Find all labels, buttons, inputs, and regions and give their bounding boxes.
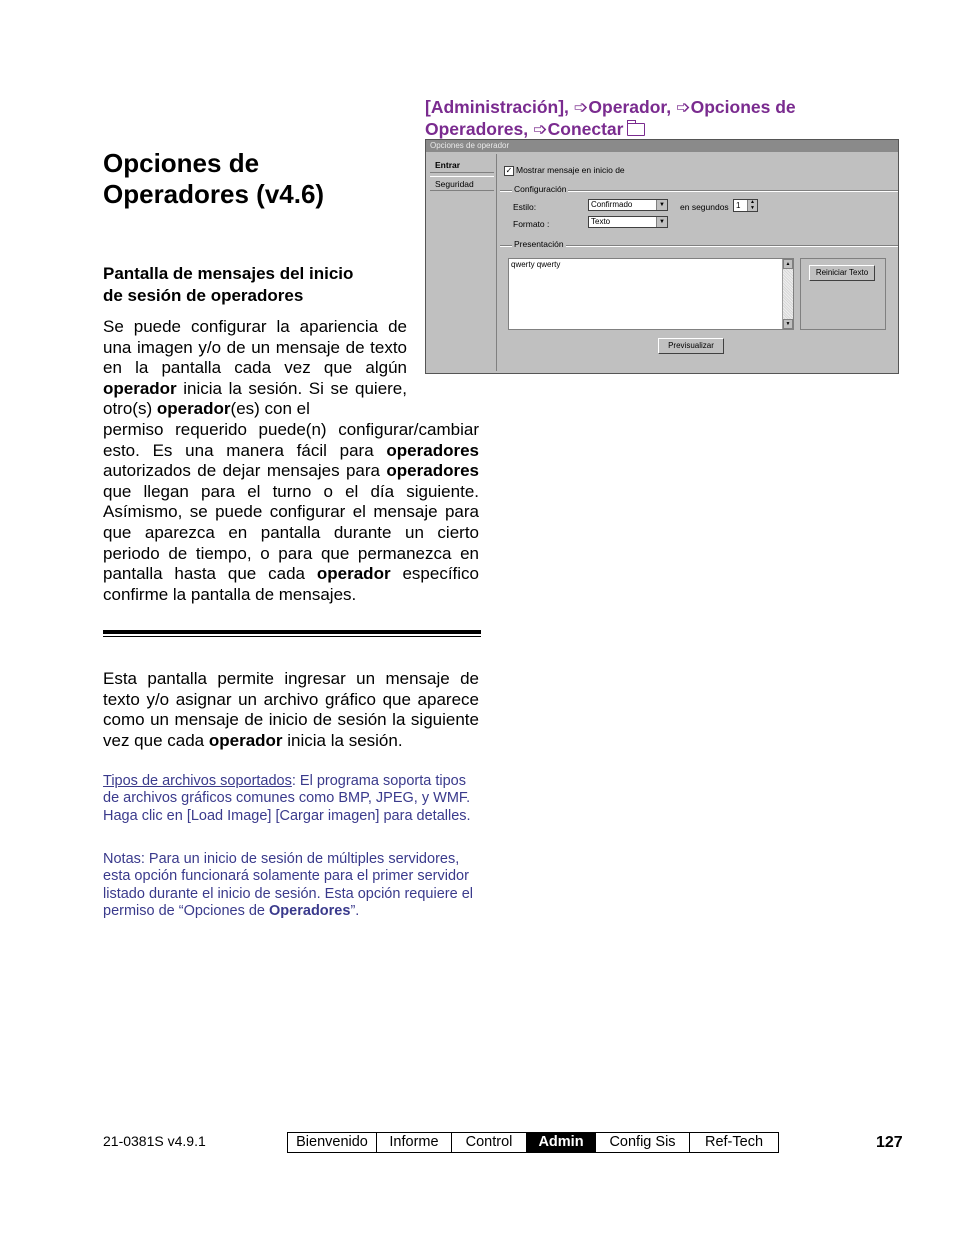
page-number: 127 — [876, 1134, 903, 1151]
tab-admin[interactable]: Admin — [527, 1133, 596, 1152]
bold-term: operador — [316, 564, 391, 584]
formato-select[interactable] — [588, 216, 668, 228]
message-text: qwerty qwerty — [511, 260, 561, 269]
formato-label: Formato : — [513, 219, 550, 229]
seconds-value: 1 — [736, 201, 741, 210]
formato-value: Texto — [591, 217, 611, 226]
estilo-value: Confirmado — [591, 200, 633, 209]
breadcrumb — [425, 96, 865, 140]
intro-paragraph-top — [103, 317, 407, 420]
operator-options-dialog — [425, 139, 899, 374]
tip-text: : El programa soporta tipos de archivos gráficos comunes como BMP, JPEG, y WMF. Haga clic en [Load Image] [Cargar imagen] para detalles. — [103, 773, 471, 824]
bold-term: Operadores — [269, 902, 351, 919]
divider-thick — [103, 630, 481, 634]
breadcrumb-line-1: [Administración], ➩Operador, ➩Opciones de — [425, 97, 796, 117]
button-panel — [800, 258, 886, 330]
page-title — [103, 148, 403, 210]
estilo-label: Estilo: — [513, 202, 537, 212]
text-run: Se puede configurar la apariencia de una imagen y/o de un mensaje de texto en la pantalla cada vez que algún — [103, 317, 407, 378]
reset-text-button[interactable]: Reiniciar Texto — [809, 265, 875, 281]
seconds-spinner[interactable] — [733, 199, 758, 212]
bold-term: operadores — [386, 461, 479, 481]
dialog-nav — [428, 154, 497, 371]
nav-item-seguridad[interactable]: Seguridad — [430, 176, 494, 191]
tab-config-sis[interactable]: Config Sis — [596, 1133, 690, 1152]
seconds-label: en segundos — [680, 202, 729, 212]
notes-end: ”. — [350, 902, 360, 919]
preview-button[interactable]: Previsualizar — [658, 338, 724, 354]
screen-description-paragraph — [103, 669, 479, 751]
supported-files-link[interactable]: Tipos de archivos soportados — [103, 773, 292, 789]
bold-term: operadores — [386, 440, 479, 460]
tab-bienvenido[interactable]: Bienvenido — [288, 1133, 377, 1152]
tab-control[interactable]: Control — [452, 1133, 527, 1152]
scroll-down-icon[interactable]: ▼ — [783, 319, 793, 329]
text-run: específico confirme la pantalla de mensajes. — [103, 564, 479, 604]
message-textarea[interactable] — [508, 258, 794, 330]
divider-thin — [103, 636, 481, 637]
scroll-up-icon[interactable]: ▲ — [783, 259, 793, 269]
text-run: autorizados de dejar mensajes para — [103, 461, 387, 481]
dialog-content — [498, 154, 896, 371]
bold-term: operador — [156, 399, 231, 419]
folder-icon — [627, 123, 645, 136]
notes — [103, 851, 473, 920]
breadcrumb-line-2-text: Operadores, ➩Conectar — [425, 119, 624, 139]
text-run: (es) con el — [230, 399, 310, 419]
text-run: que llegan para el turno o el día siguiente. Asímismo, se puede configurar el mensaje para que aparezca en pantalla durante un cierto periodo de tiempo, o para que permanezca en pantalla hasta que cada — [103, 481, 479, 584]
notes-text: Notas: Para un inicio de sesión de múltiples servidores, esta opción funcionará solamente para el primer servidor listado durante el inicio de sesión. Esta opción requiere el permiso de “Opciones de — [103, 851, 473, 919]
presentation-group-label: Presentación — [514, 239, 564, 249]
message-scrollbar[interactable] — [782, 259, 793, 329]
show-message-checkbox[interactable]: ✓ — [505, 166, 513, 175]
footer-tabs — [287, 1132, 779, 1153]
chevron-down-icon: ▼ — [656, 217, 667, 227]
page-title-line-2: Operadores (v4.6) — [103, 179, 325, 209]
bold-term: operador — [208, 730, 283, 750]
config-group-label: Configuración — [514, 184, 567, 194]
bold-term: operador — [103, 378, 177, 398]
subtitle-line-2: de sesión de operadores — [103, 286, 304, 305]
subtitle-line-1: Pantalla de mensajes del inicio — [103, 264, 354, 283]
page-title-line-1: Opciones de — [103, 148, 260, 178]
text-run: Esta pantalla permite ingresar un mensaje de texto y/o asignar un archivo gráfico que aparece como un mensaje de inicio de sesión la siguiente vez que cada — [103, 669, 479, 750]
text-run: inicia la sesión. — [282, 730, 403, 750]
tab-informe[interactable]: Informe — [377, 1133, 452, 1152]
section-subtitle — [103, 263, 423, 307]
text-run: inicia la sesión. Si se quiere, otro(s) — [103, 378, 407, 419]
chevron-down-icon: ▼ — [656, 200, 667, 210]
spinner-arrows-icon[interactable]: ▲ ▼ — [747, 200, 757, 211]
text-run: permiso requerido puede(n) configurar/cambiar esto. Es una manera fácil para — [103, 420, 479, 460]
breadcrumb-line-2 — [425, 118, 865, 140]
dialog-title: Opciones de operador — [426, 140, 898, 152]
show-message-label: Mostrar mensaje en inicio de — [516, 165, 625, 175]
document-number: 21-0381S v4.9.1 — [103, 1133, 206, 1149]
nav-item-entrar[interactable]: Entrar — [430, 158, 494, 173]
intro-paragraph-bottom — [103, 420, 479, 605]
supported-files-tip — [103, 773, 473, 825]
estilo-select[interactable] — [588, 199, 668, 211]
tab-ref-tech[interactable]: Ref-Tech — [704, 1134, 764, 1150]
